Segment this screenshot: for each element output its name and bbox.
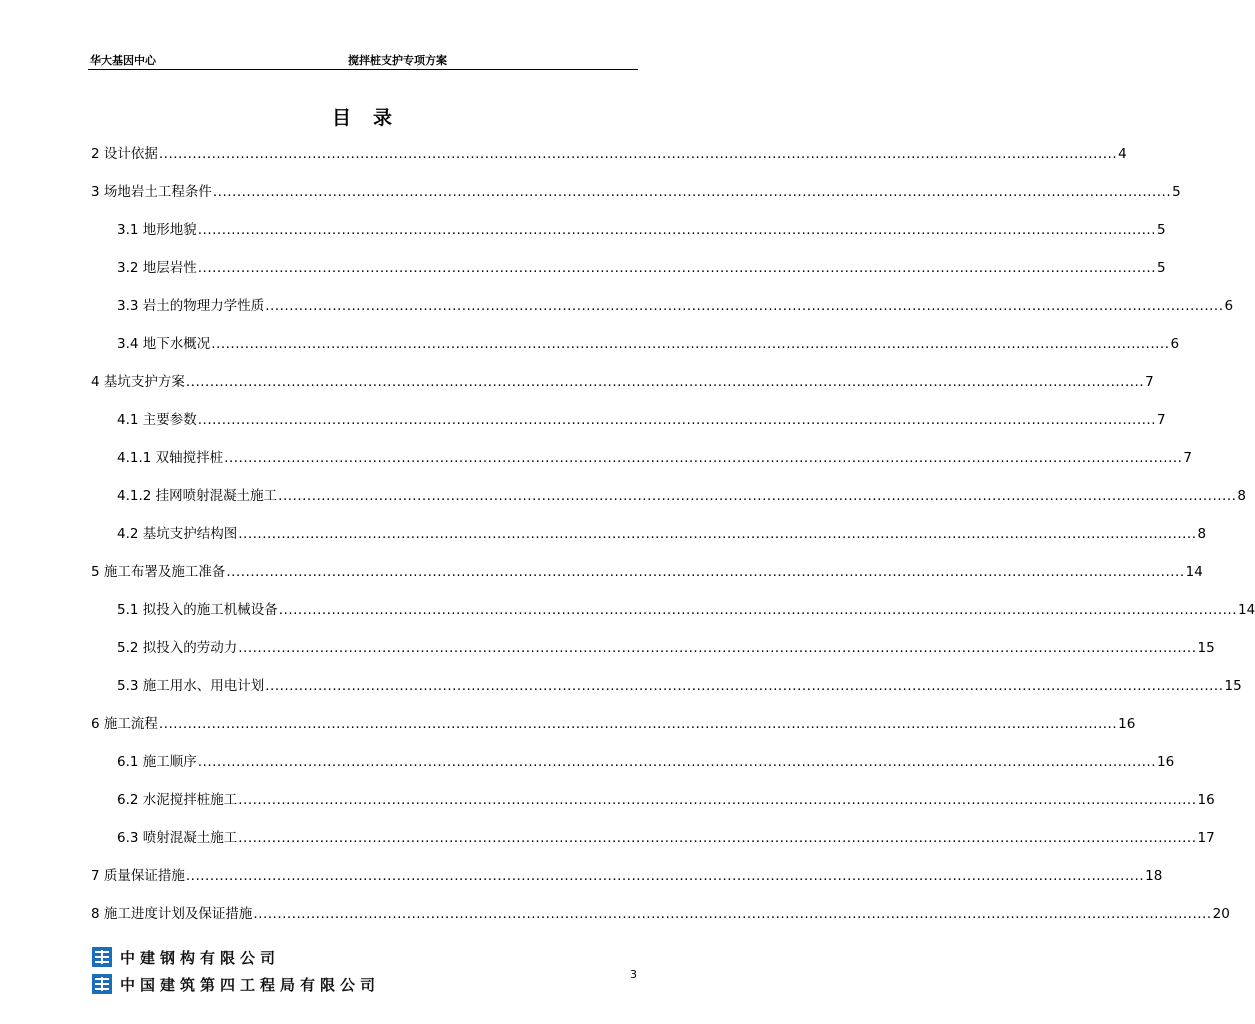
toc-entry-label: 4.1.2 挂网喷射混凝土施工 — [117, 488, 278, 504]
toc-entry[interactable] — [91, 181, 1181, 201]
toc-entry-label: 8 施工进度计划及保证措施 — [91, 906, 253, 922]
page-number: 3 — [630, 968, 637, 981]
toc-entry-page: 15 — [1224, 678, 1242, 694]
toc-leader-dots: ........................................................................................................................................................................................................ — [278, 488, 1237, 504]
toc-entry-page: 5 — [1157, 260, 1166, 276]
toc-entry[interactable] — [117, 257, 1166, 277]
toc-entry-label: 7 质量保证措施 — [91, 868, 185, 884]
toc-entry-label: 3.2 地层岩性 — [117, 260, 197, 276]
cscec-logo-icon — [92, 947, 112, 967]
toc-entry-label: 6.1 施工顺序 — [117, 754, 197, 770]
company-name-2: 中国建筑第四工程局有限公司 — [120, 975, 381, 994]
toc-leader-dots: ........................................................................................................................................................................................................ — [224, 450, 1183, 466]
toc-leader-dots: ........................................................................................................................................................................................................ — [212, 184, 1172, 200]
toc-entry[interactable] — [91, 865, 1163, 885]
toc-leader-dots: ........................................................................................................................................................................................................ — [265, 678, 1224, 694]
toc-leader-dots: ........................................................................................................................................................................................................ — [185, 868, 1145, 884]
toc-entry[interactable] — [91, 371, 1154, 391]
toc-entry-page: 7 — [1183, 450, 1193, 466]
toc-entry-page: 16 — [1157, 754, 1175, 770]
toc-leader-dots: ........................................................................................................................................................................................................ — [253, 906, 1212, 922]
toc-entry-label: 6.3 喷射混凝土施工 — [117, 830, 238, 846]
toc-entry[interactable] — [91, 903, 1230, 923]
toc-entry[interactable] — [91, 143, 1127, 163]
toc-entry-page: 5 — [1157, 222, 1166, 238]
toc-entry-page: 17 — [1197, 830, 1215, 846]
toc-entry-label: 3.3 岩土的物理力学性质 — [117, 298, 265, 314]
toc-leader-dots: ........................................................................................................................................................................................................ — [158, 716, 1118, 732]
toc-entry-label: 5.3 施工用水、用电计划 — [117, 678, 265, 694]
toc-entry-label: 3.1 地形地貌 — [117, 222, 197, 238]
header-document-title: 搅拌桩支护专项方案 — [348, 54, 447, 67]
toc-entry[interactable] — [117, 637, 1215, 657]
toc-entry[interactable] — [91, 713, 1136, 733]
toc-entry-label: 6.2 水泥搅拌桩施工 — [117, 792, 238, 808]
toc-leader-dots: ........................................................................................................................................................................................................ — [158, 146, 1118, 162]
toc-entry-page: 8 — [1237, 488, 1247, 504]
toc-entry[interactable] — [91, 561, 1203, 581]
toc-entry-page: 14 — [1185, 564, 1203, 580]
toc-entry[interactable] — [117, 675, 1242, 695]
toc-leader-dots: ........................................................................................................................................................................................................ — [197, 260, 1157, 276]
footer-company-2 — [92, 973, 380, 995]
header-project-name: 华大基因中心 — [90, 54, 156, 67]
toc-leader-dots: ........................................................................................................................................................................................................ — [226, 564, 1185, 580]
toc-leader-dots: ........................................................................................................................................................................................................ — [211, 336, 1170, 352]
toc-title: 目录 — [331, 107, 414, 129]
toc-entry[interactable] — [117, 827, 1215, 847]
toc-leader-dots: ........................................................................................................................................................................................................ — [238, 526, 1197, 542]
toc-entry[interactable] — [117, 219, 1166, 239]
toc-entry[interactable] — [117, 447, 1193, 467]
toc-entry-label: 5.1 拟投入的施工机械设备 — [117, 602, 278, 618]
toc-entry-page: 7 — [1157, 412, 1166, 428]
toc-entry-page: 15 — [1197, 640, 1215, 656]
toc-entry-label: 2 设计依据 — [91, 146, 158, 162]
toc-leader-dots: ........................................................................................................................................................................................................ — [197, 412, 1157, 428]
toc-entry-label: 5 施工布署及施工准备 — [91, 564, 226, 580]
toc-leader-dots: ........................................................................................................................................................................................................ — [197, 222, 1157, 238]
toc-leader-dots: ........................................................................................................................................................................................................ — [185, 374, 1145, 390]
toc-entry-label: 4.1.1 双轴搅拌桩 — [117, 450, 224, 466]
cscec-logo-icon — [92, 974, 112, 994]
toc-entry-page: 20 — [1212, 906, 1230, 922]
toc-entry-page: 4 — [1118, 146, 1127, 162]
toc-entry-label: 3 场地岩土工程条件 — [91, 184, 212, 200]
toc-entry[interactable] — [117, 333, 1180, 353]
toc-entry-page: 7 — [1145, 374, 1154, 390]
toc-entry-page: 8 — [1197, 526, 1207, 542]
toc-entry-page: 14 — [1238, 602, 1255, 618]
toc-entry[interactable] — [117, 523, 1207, 543]
toc-entry-label: 4.2 基坑支护结构图 — [117, 526, 238, 542]
toc-leader-dots: ........................................................................................................................................................................................................ — [238, 830, 1197, 846]
header-divider — [88, 69, 638, 70]
toc-entry-page: 16 — [1197, 792, 1215, 808]
toc-entry[interactable] — [117, 485, 1247, 505]
toc-entry[interactable] — [117, 751, 1175, 771]
toc-entry-label: 5.2 拟投入的劳动力 — [117, 640, 238, 656]
toc-entry[interactable] — [117, 295, 1234, 315]
toc-entry-label: 6 施工流程 — [91, 716, 158, 732]
toc-entry-page: 6 — [1224, 298, 1234, 314]
toc-entry[interactable] — [117, 409, 1166, 429]
company-name-1: 中建钢构有限公司 — [120, 948, 281, 967]
toc-leader-dots: ........................................................................................................................................................................................................ — [278, 602, 1238, 618]
toc-leader-dots: ........................................................................................................................................................................................................ — [265, 298, 1224, 314]
toc-leader-dots: ........................................................................................................................................................................................................ — [197, 754, 1157, 770]
toc-entry[interactable] — [117, 599, 1255, 619]
toc-entry-page: 16 — [1118, 716, 1136, 732]
toc-entry[interactable] — [117, 789, 1215, 809]
toc-leader-dots: ........................................................................................................................................................................................................ — [238, 640, 1197, 656]
toc-entry-page: 5 — [1172, 184, 1181, 200]
toc-leader-dots: ........................................................................................................................................................................................................ — [238, 792, 1197, 808]
toc-entry-page: 18 — [1145, 868, 1163, 884]
footer-company-1 — [92, 946, 280, 968]
toc-entry-page: 6 — [1170, 336, 1180, 352]
toc-entry-label: 4.1 主要参数 — [117, 412, 197, 428]
toc-entry-label: 4 基坑支护方案 — [91, 374, 185, 390]
toc-entry-label: 3.4 地下水概况 — [117, 336, 211, 352]
